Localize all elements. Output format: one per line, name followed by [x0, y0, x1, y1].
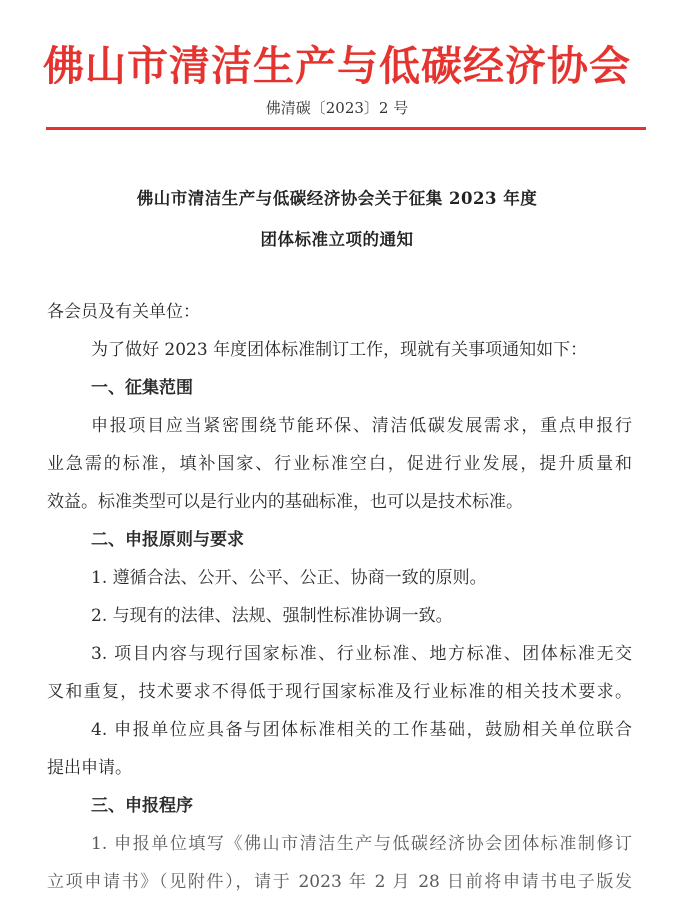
- section-1-line-3: 效益。标准类型可以是行业内的基础标准，也可以是技术标准。: [47, 492, 523, 512]
- section-2-heading: 二、申报原则与要求: [91, 530, 244, 550]
- section-1-line-1: 申报项目应当紧密围绕节能环保、清洁低碳发展需求，重点申报行: [91, 416, 632, 436]
- salutation: 各会员及有关单位：: [47, 302, 200, 322]
- section-2-item-1: 1. 遵循合法、公开、公平、公正、协商一致的原则。: [91, 568, 487, 588]
- section-2-item-3-line-2: 叉和重复，技术要求不得低于现行国家标准及行业标准的相关技术要求。: [47, 682, 632, 702]
- section-3-heading: 三、申报程序: [91, 796, 193, 816]
- section-2-item-4-line-2: 提出申请。: [47, 758, 132, 778]
- section-2-item-2: 2. 与现有的法律、法规、强制性标准协调一致。: [91, 606, 453, 626]
- section-1-line-2: 业急需的标准，填补国家、行业标准空白，促进行业发展，提升质量和: [47, 454, 632, 474]
- section-3-item-1-line-1: 1. 申报单位填写《佛山市清洁生产与低碳经济协会团体标准制修订: [91, 834, 632, 854]
- org-name-header: 佛山市清洁生产与低碳经济协会: [43, 42, 631, 90]
- notice-title-line-2: 团体标准立项的通知: [260, 230, 414, 249]
- notice-title-line-1: 佛山市清洁生产与低碳经济协会关于征集 2023 年度: [136, 189, 538, 208]
- document-number: 佛清碳〔2023〕2 号: [265, 99, 409, 117]
- section-2-item-4-line-1: 4. 申报单位应具备与团体标准相关的工作基础，鼓励相关单位联合: [91, 720, 632, 740]
- section-3-item-1-line-2: 立项申请书》（见附件），请于 2023 年 2 月 28 日前将申请书电子版发: [47, 872, 632, 892]
- intro-paragraph: 为了做好 2023 年度团体标准制订工作，现就有关事项通知如下：: [91, 340, 588, 360]
- section-2-item-3-line-1: 3. 项目内容与现行国家标准、行业标准、地方标准、团体标准无交: [91, 644, 632, 664]
- section-1-heading: 一、征集范围: [91, 378, 193, 398]
- red-divider-line: [46, 127, 646, 130]
